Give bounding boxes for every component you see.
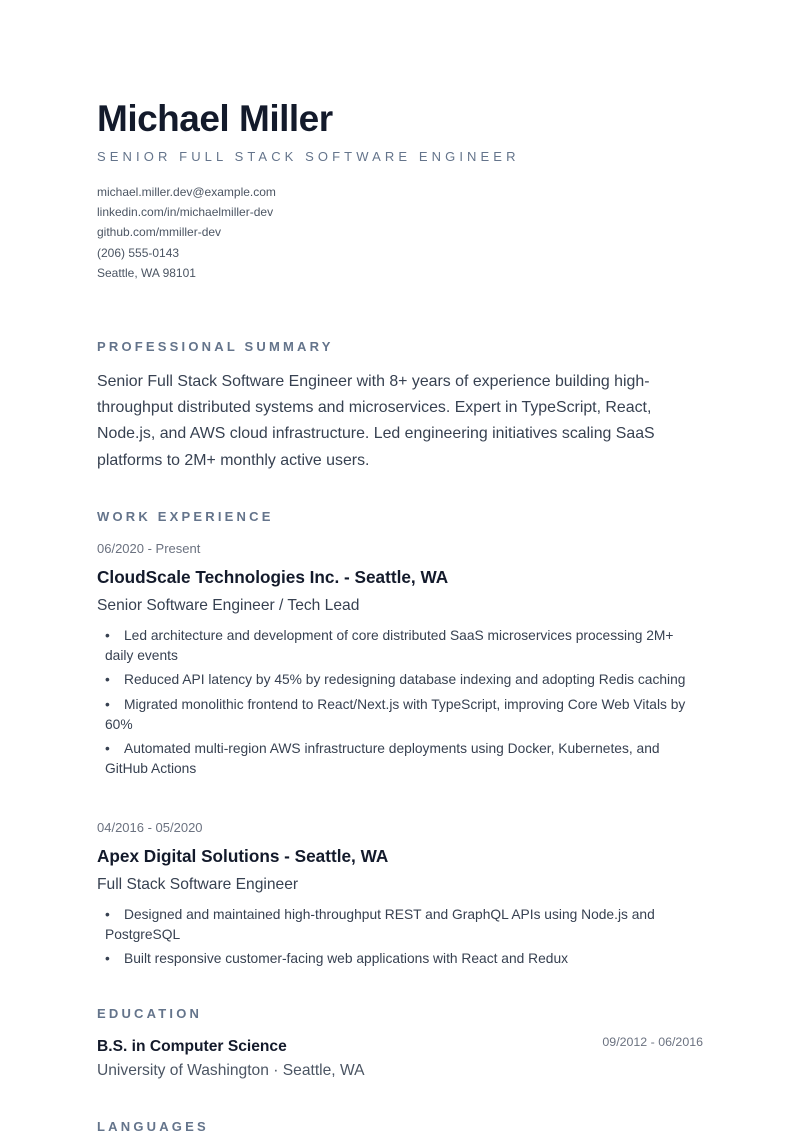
- bullet-icon: •: [105, 741, 110, 757]
- summary-heading: PROFESSIONAL SUMMARY: [97, 339, 334, 354]
- contact-phone: (206) 555-0143: [97, 245, 180, 260]
- languages-heading: LANGUAGES: [97, 1119, 209, 1134]
- contact-linkedin: linkedin.com/in/michaelmiller-dev: [97, 205, 274, 220]
- education-heading: EDUCATION: [97, 1006, 203, 1021]
- bullet-item: [105, 670, 703, 690]
- job-entry: [97, 819, 703, 974]
- bullet-text: Led architecture and development of core distributed SaaS microservices processing 2M+ daily events: [105, 628, 674, 663]
- bullet-item: [105, 626, 703, 666]
- bullet-item: [105, 739, 703, 779]
- bullet-item: [105, 949, 703, 969]
- bullet-text: Designed and maintained high-throughput REST and GraphQL APIs using Node.js and PostgreSQL: [105, 907, 655, 942]
- candidate-name: Michael Miller: [97, 98, 333, 139]
- job-dates: 06/2020 - Present: [97, 541, 201, 556]
- job-title: SENIOR FULL STACK SOFTWARE ENGINEER: [97, 149, 520, 164]
- education-degree: B.S. in Computer Science: [97, 1038, 287, 1055]
- bullet-icon: •: [105, 951, 110, 967]
- summary-text: Senior Full Stack Software Engineer with 8+ years of experience building high-throughput distributed systems and microservices. Expert in TypeScript, React, Node.js, and AWS cloud infrastructure. Led engineering initiatives scaling SaaS platforms to 2M+ monthly active users.: [97, 373, 655, 469]
- bullet-icon: •: [105, 672, 110, 688]
- job-dates: 04/2016 - 05/2020: [97, 820, 203, 835]
- bullet-icon: •: [105, 907, 110, 922]
- contact-info: [97, 182, 276, 283]
- education-school: University of Washington · Seattle, WA: [97, 1062, 365, 1079]
- bullet-text: Automated multi-region AWS infrastructure deployments using Docker, Kubernetes, and GitHub Actions: [105, 741, 660, 777]
- job-bullets: [97, 626, 703, 779]
- bullet-item: [105, 695, 703, 735]
- job-entry: [97, 540, 703, 784]
- bullet-item: [105, 905, 703, 945]
- bullet-text: Reduced API latency by 45% by redesigning database indexing and adopting Redis caching: [124, 672, 686, 688]
- education-dates: 09/2012 - 06/2016: [602, 1035, 703, 1049]
- contact-github: github.com/mmiller-dev: [97, 225, 222, 240]
- bullet-icon: •: [105, 628, 110, 643]
- bullet-text: Migrated monolithic frontend to React/Next.js with TypeScript, improving Core Web Vitals by 60%: [105, 696, 686, 732]
- job-role: Full Stack Software Engineer: [97, 876, 299, 893]
- experience-heading: WORK EXPERIENCE: [97, 509, 274, 524]
- job-company: Apex Digital Solutions - Seattle, WA: [97, 846, 389, 866]
- contact-location: Seattle, WA 98101: [97, 265, 196, 280]
- bullet-text: Built responsive customer-facing web applications with React and Redux: [124, 951, 569, 967]
- job-bullets: [97, 905, 703, 969]
- job-company: CloudScale Technologies Inc. - Seattle, WA: [97, 567, 449, 587]
- contact-email: michael.miller.dev@example.com: [97, 185, 276, 199]
- bullet-icon: •: [105, 696, 110, 712]
- job-role: Senior Software Engineer / Tech Lead: [97, 597, 360, 614]
